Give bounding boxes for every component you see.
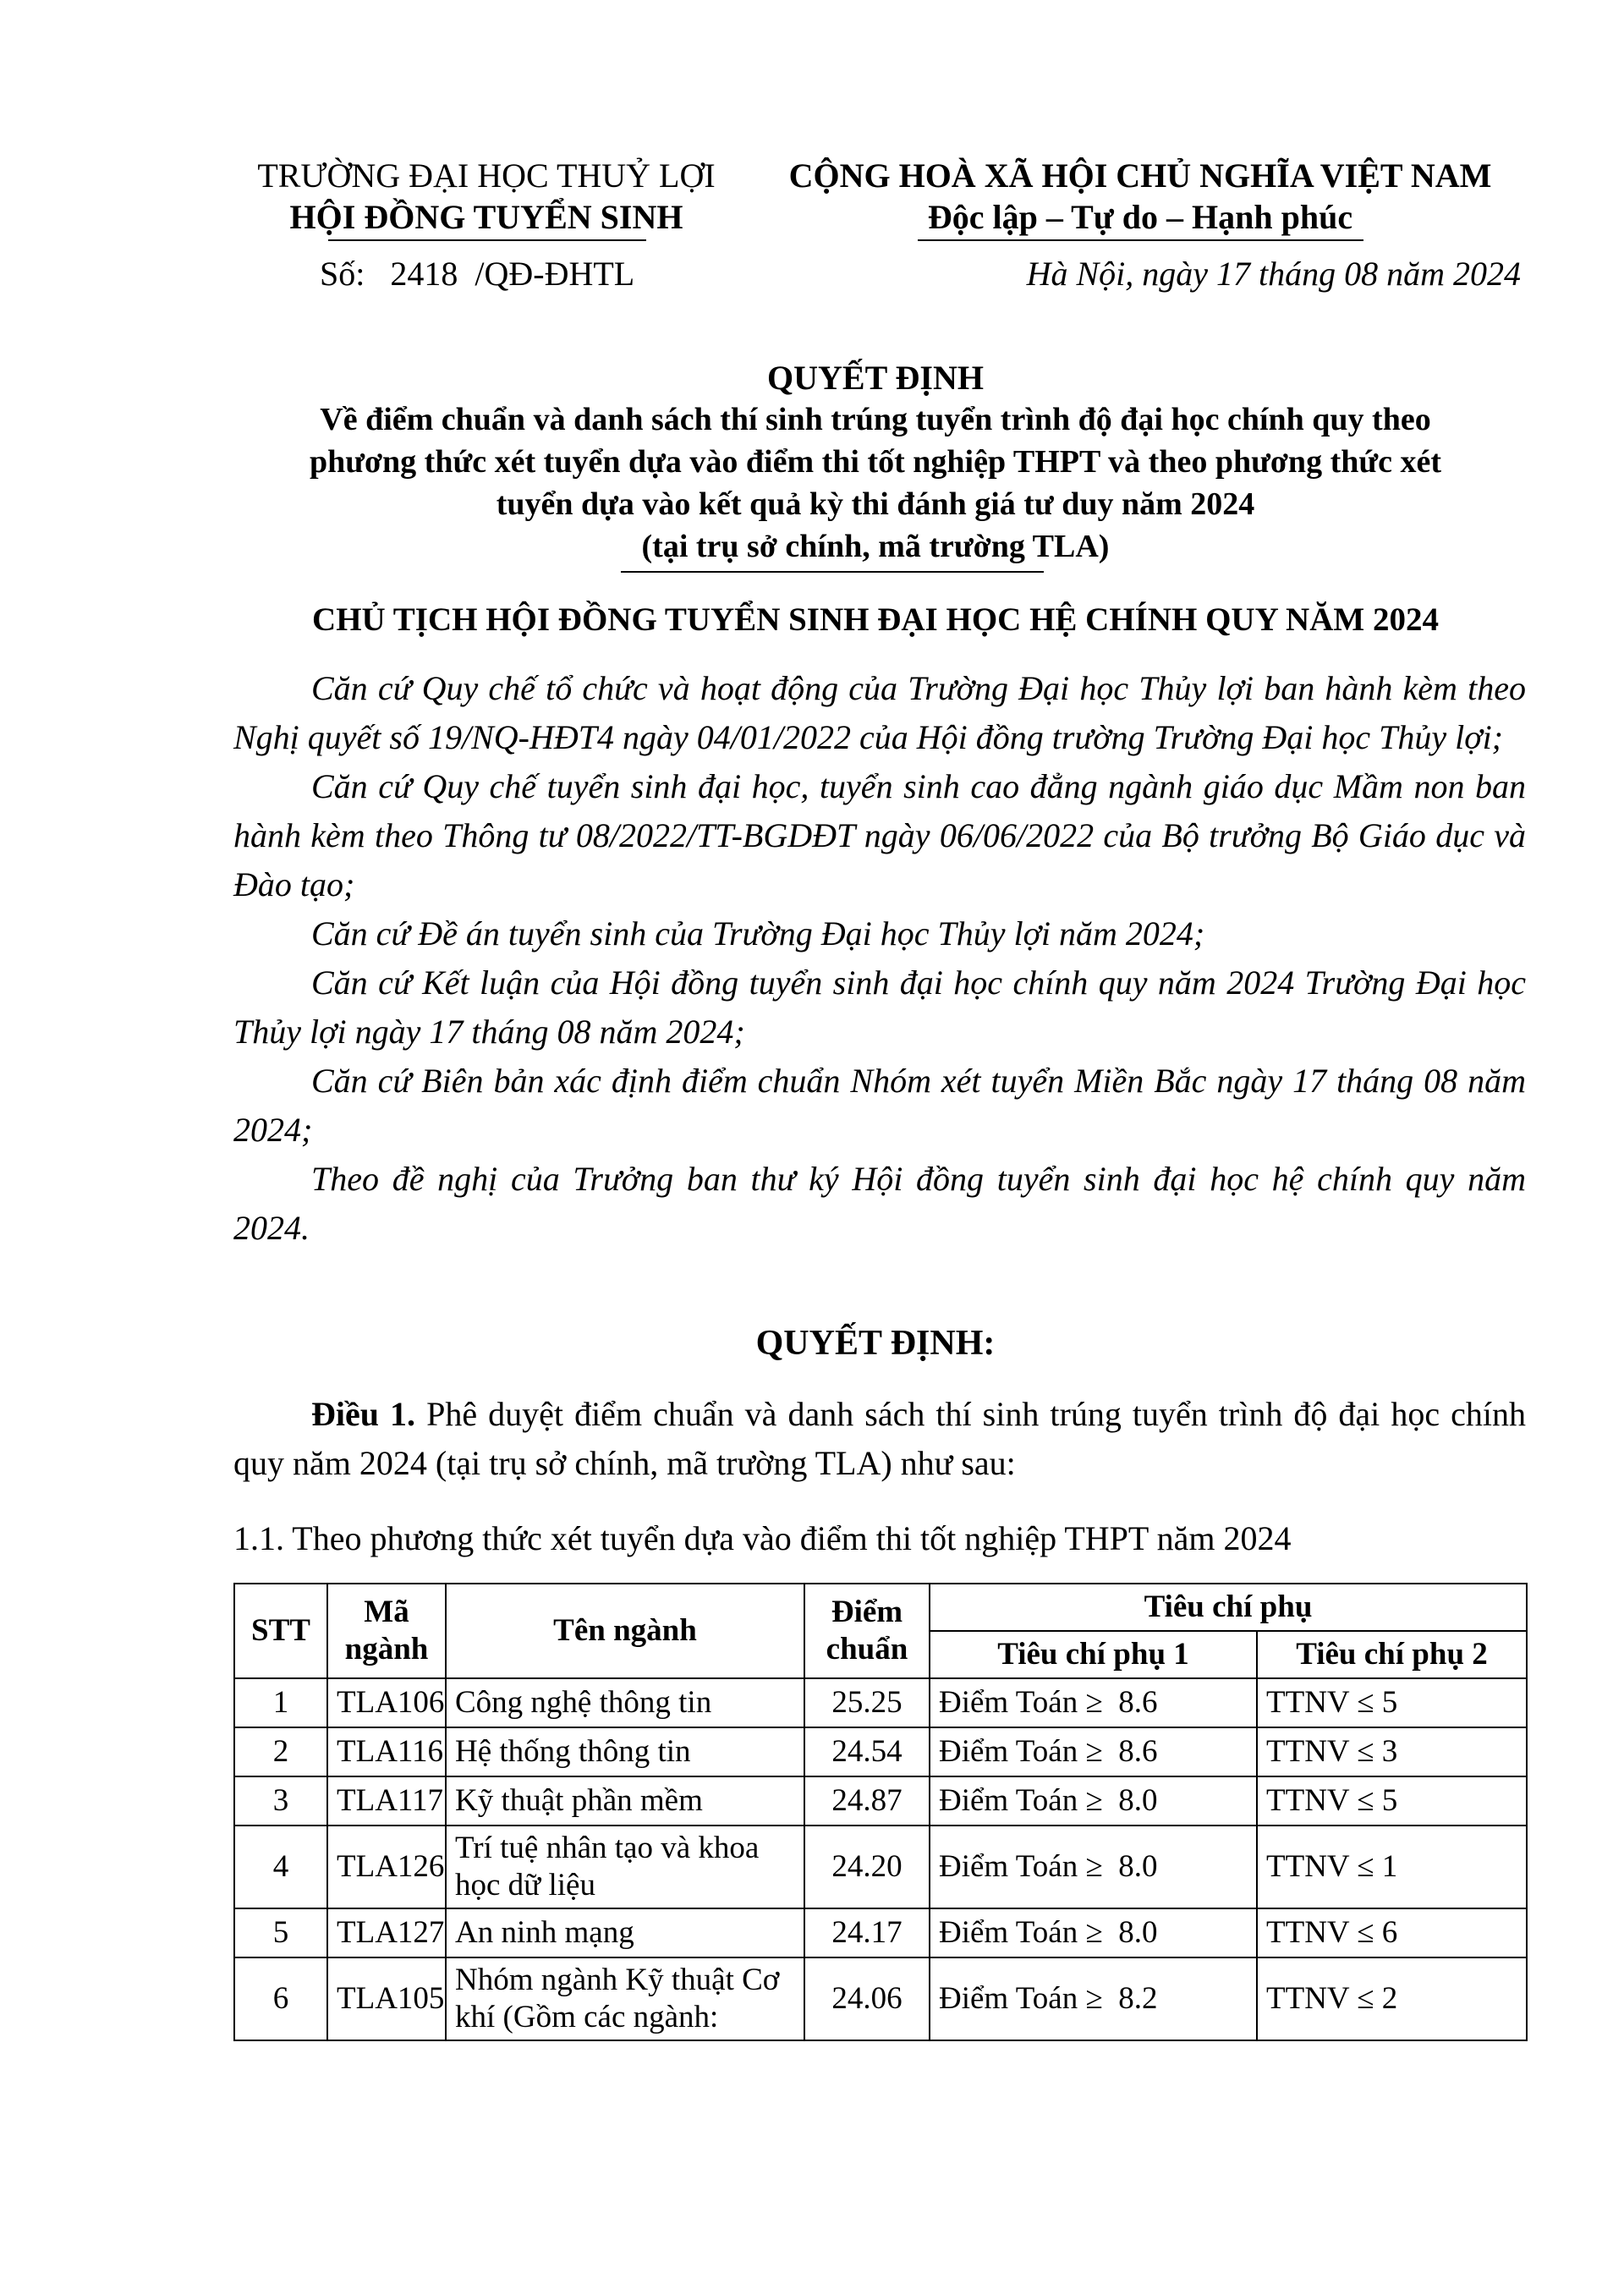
council-underline — [328, 239, 646, 241]
cell-criterion-1: Điểm Toán ≥ 8.0 — [930, 1776, 1257, 1826]
col-header-score: Điểm chuẩn — [804, 1584, 930, 1678]
cell-code: TLA106 — [327, 1678, 446, 1727]
council-name: HỘI ĐỒNG TUYỂN SINH — [289, 198, 683, 236]
title-line-1: Về điểm chuẩn và danh sách thí sinh trúng tuyển trình độ đại học chính quy theo — [320, 402, 1431, 437]
cell-stt: 2 — [234, 1727, 327, 1776]
article-1 — [233, 1390, 1526, 1488]
motto-underline — [918, 239, 1363, 241]
cell-score: 25.25 — [804, 1678, 930, 1727]
title-heading: QUYẾT ĐỊNH — [767, 359, 984, 397]
cell-stt: 4 — [234, 1826, 327, 1908]
col-header-sub2: Tiêu chí phụ 2 — [1257, 1631, 1527, 1678]
cell-score: 24.87 — [804, 1776, 930, 1826]
title-line-4: (tại trụ sở chính, mã trường TLA) — [641, 529, 1110, 564]
table-row — [234, 1678, 1527, 1727]
cell-criterion-1: Điểm Toán ≥ 8.6 — [930, 1678, 1257, 1727]
cell-criterion-1: Điểm Toán ≥ 8.6 — [930, 1727, 1257, 1776]
cell-stt: 1 — [234, 1678, 327, 1727]
cell-criterion-1: Điểm Toán ≥ 8.2 — [930, 1957, 1257, 2040]
cell-name: Nhóm ngành Kỹ thuật Cơ khí (Gồm các ngành: — [446, 1957, 804, 2040]
col-header-sub: Tiêu chí phụ — [930, 1584, 1527, 1631]
cell-criterion-2: TTNV ≤ 2 — [1257, 1957, 1527, 2040]
article-1-text: Phê duyệt điểm chuẩn và danh sách thí sinh trúng tuyển trình độ đại học chính quy năm 2024 (tại trụ sở chính, mã trường TLA) như sau: — [233, 1395, 1527, 1482]
cell-name: Kỹ thuật phần mềm — [446, 1776, 804, 1826]
article-1-label: Điều 1. — [311, 1395, 416, 1433]
cell-criterion-2: TTNV ≤ 3 — [1257, 1727, 1527, 1776]
table-row — [234, 1957, 1527, 2040]
cell-code: TLA117 — [327, 1776, 446, 1826]
cell-score: 24.17 — [804, 1908, 930, 1957]
title-line-2: phương thức xét tuyển dựa vào điểm thi tốt nghiệp THPT và theo phương thức xét — [309, 444, 1442, 480]
cell-name: Công nghệ thông tin — [446, 1678, 804, 1727]
section-1-1: 1.1. Theo phương thức xét tuyển dựa vào điểm thi tốt nghiệp THPT năm 2024 — [233, 1519, 1292, 1557]
decision-heading: QUYẾT ĐỊNH: — [755, 1324, 996, 1363]
school-name: TRƯỜNG ĐẠI HỌC THUỶ LỢI — [257, 156, 716, 195]
table-row — [234, 1776, 1527, 1826]
country-name: CỘNG HOÀ XÃ HỘI CHỦ NGHĨA VIỆT NAM — [788, 156, 1492, 195]
authority-heading: CHỦ TỊCH HỘI ĐỒNG TUYỂN SINH ĐẠI HỌC HỆ CHÍNH QUY NĂM 2024 — [312, 601, 1439, 638]
col-header-name: Tên ngành — [446, 1584, 804, 1678]
basis-item: Căn cứ Quy chế tuyển sinh đại học, tuyển sinh cao đẳng ngành giáo dục Mầm non ban hành kèm theo Thông tư 08/2022/TT-BGDĐT ngày 06/06/2022 của Bộ trưởng Bộ Giáo dục và Đào tạo; — [233, 767, 1526, 903]
cell-criterion-2: TTNV ≤ 5 — [1257, 1678, 1527, 1727]
table-row — [234, 1826, 1527, 1908]
cell-stt: 3 — [234, 1776, 327, 1826]
cell-stt: 6 — [234, 1957, 327, 2040]
col-header-stt: STT — [234, 1584, 327, 1678]
admission-table — [233, 1583, 1528, 2041]
cell-code: TLA105 — [327, 1957, 446, 2040]
col-header-code: Mã ngành — [327, 1584, 446, 1678]
basis-item: Theo đề nghị của Trưởng ban thư ký Hội đồng tuyển sinh đại học hệ chính quy năm 2024. — [233, 1160, 1526, 1247]
basis-item: Căn cứ Biên bản xác định điểm chuẩn Nhóm xét tuyển Miền Bắc ngày 17 tháng 08 năm 2024; — [233, 1062, 1526, 1149]
table-row — [234, 1727, 1527, 1776]
basis-item: Căn cứ Quy chế tổ chức và hoạt động của Trường Đại học Thủy lợi ban hành kèm theo Nghị quyết số 19/NQ-HĐT4 ngày 04/01/2022 của Hội đồng trường Trường Đại học Thủy lợi; — [233, 669, 1526, 756]
title-underline — [621, 571, 1044, 573]
cell-code: TLA127 — [327, 1908, 446, 1957]
cell-code: TLA126 — [327, 1826, 446, 1908]
cell-stt: 5 — [234, 1908, 327, 1957]
legal-basis — [233, 664, 1526, 1253]
cell-criterion-2: TTNV ≤ 5 — [1257, 1776, 1527, 1826]
cell-criterion-2: TTNV ≤ 1 — [1257, 1826, 1527, 1908]
cell-score: 24.54 — [804, 1727, 930, 1776]
cell-name: Trí tuệ nhân tạo và khoa học dữ liệu — [446, 1826, 804, 1908]
basis-item: Căn cứ Kết luận của Hội đồng tuyển sinh đại học chính quy năm 2024 Trường Đại học Thủy lợi ngày 17 tháng 08 năm 2024; — [233, 964, 1526, 1051]
cell-name: An ninh mạng — [446, 1908, 804, 1957]
cell-score: 24.20 — [804, 1826, 930, 1908]
col-header-sub1: Tiêu chí phụ 1 — [930, 1631, 1257, 1678]
cell-code: TLA116 — [327, 1727, 446, 1776]
place-date: Hà Nội, ngày 17 tháng 08 năm 2024 — [1026, 255, 1521, 293]
cell-score: 24.06 — [804, 1957, 930, 2040]
title-line-3: tuyển dựa vào kết quả kỳ thi đánh giá tư duy năm 2024 — [496, 486, 1255, 522]
decision-number: Số: 2418 /QĐ-ĐHTL — [320, 255, 635, 293]
cell-name: Hệ thống thông tin — [446, 1727, 804, 1776]
cell-criterion-1: Điểm Toán ≥ 8.0 — [930, 1826, 1257, 1908]
motto: Độc lập – Tự do – Hạnh phúc — [927, 198, 1353, 236]
cell-criterion-1: Điểm Toán ≥ 8.0 — [930, 1908, 1257, 1957]
cell-criterion-2: TTNV ≤ 6 — [1257, 1908, 1527, 1957]
table-row — [234, 1908, 1527, 1957]
basis-item: Căn cứ Đề án tuyển sinh của Trường Đại học Thủy lợi năm 2024; — [311, 914, 1205, 953]
